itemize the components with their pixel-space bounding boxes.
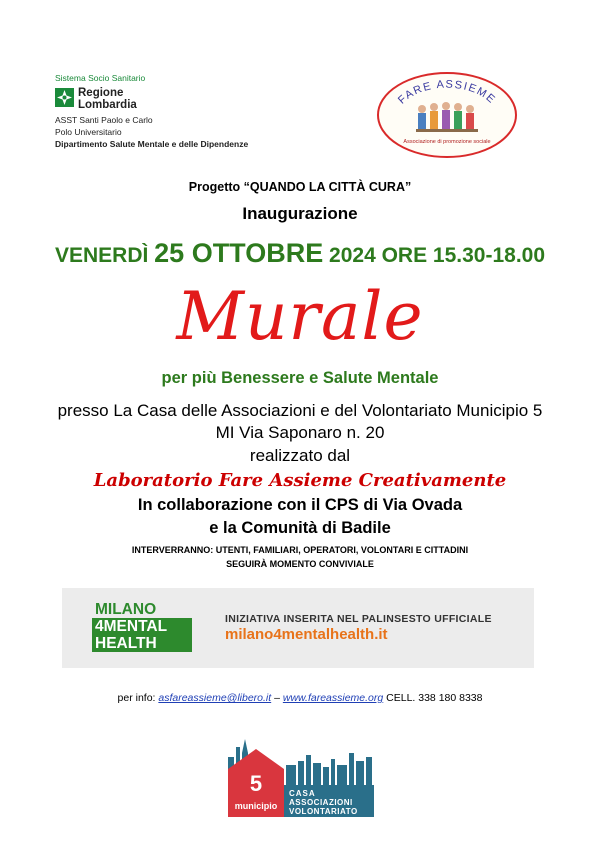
collaboration-line-1: In collaborazione con il CPS di Via Ovada: [137, 496, 463, 514]
milano-4-mental-health-logo: [92, 601, 192, 652]
laboratorio-name: Laboratorio Fare Assieme Creativamente: [93, 470, 507, 491]
banner-official-text: INIZIATIVA INSERITA NEL PALINSESTO UFFICIALE: [225, 613, 492, 625]
murale-title: Murale: [176, 278, 424, 355]
regione-label: Regione: [78, 87, 124, 99]
info-label: per info:: [117, 692, 159, 704]
banner-website-link[interactable]: milano4mentalhealth.it: [225, 626, 388, 643]
email-link[interactable]: asfareassieme@libero.it: [158, 692, 272, 704]
sistema-socio-sanitario-label: Sistema Socio Sanitario: [55, 73, 146, 83]
casa-label: CASA: [289, 789, 316, 798]
event-date: [0, 238, 600, 269]
m4mh-logo-line-2: 4MENTAL: [92, 618, 192, 635]
progetto-title: Progetto “QUANDO LA CITTÀ CURA”: [188, 180, 412, 194]
inaugurazione-heading: Inaugurazione: [242, 204, 358, 223]
municipio-label: municipio: [234, 801, 278, 811]
realizzato-label: realizzato dal: [249, 446, 351, 465]
location-line-1: presso La Casa delle Associazioni e del Volontariato Municipio 5: [57, 401, 543, 420]
location-line-2: MI Via Saponaro n. 20: [215, 423, 385, 442]
casa-associazioni-logo: [226, 735, 376, 817]
phone-number: CELL. 338 180 8338: [383, 692, 483, 704]
info-separator: –: [271, 692, 283, 704]
contact-info: [0, 692, 600, 704]
participants-note: INTERVERRANNO: UTENTI, FAMILIARI, OPERATORI, VOLONTARI E CITTADINI: [131, 545, 469, 555]
lombardia-label: Lombardia: [78, 99, 137, 111]
website-link[interactable]: www.fareassieme.org: [282, 692, 384, 704]
fare-assieme-subtitle: Associazione di promozione sociale: [403, 139, 491, 145]
collaboration-line-2: e la Comunità di Badile: [209, 519, 391, 537]
volontariato-label: VOLONTARIATO: [289, 807, 358, 816]
fare-assieme-logo: [376, 71, 518, 159]
event-subtitle: per più Benessere e Salute Mentale: [161, 369, 439, 387]
m4mh-logo-line-1: MILANO: [95, 601, 157, 618]
convivial-note: SEGUIRÀ MOMENTO CONVIVIALE: [226, 559, 374, 569]
municipio-number: 5: [249, 771, 263, 796]
event-time: 2024 ORE 15.30-18.00: [323, 244, 546, 267]
polo-universitario-label: Polo Universitario: [55, 127, 122, 137]
event-date-big: 25 OTTOBRE: [154, 238, 324, 268]
regione-lombardia-logo-icon: [55, 88, 74, 107]
fare-assieme-title: FARE ASSIEME: [395, 78, 499, 107]
dipartimento-label: Dipartimento Salute Mentale e delle Dipendenze: [55, 139, 249, 149]
m4mh-logo-line-3: HEALTH: [92, 635, 192, 652]
event-day: VENERDÌ: [54, 244, 155, 267]
asst-label: ASST Santi Paolo e Carlo: [55, 115, 153, 125]
associazioni-label: ASSOCIAZIONI: [289, 798, 353, 807]
